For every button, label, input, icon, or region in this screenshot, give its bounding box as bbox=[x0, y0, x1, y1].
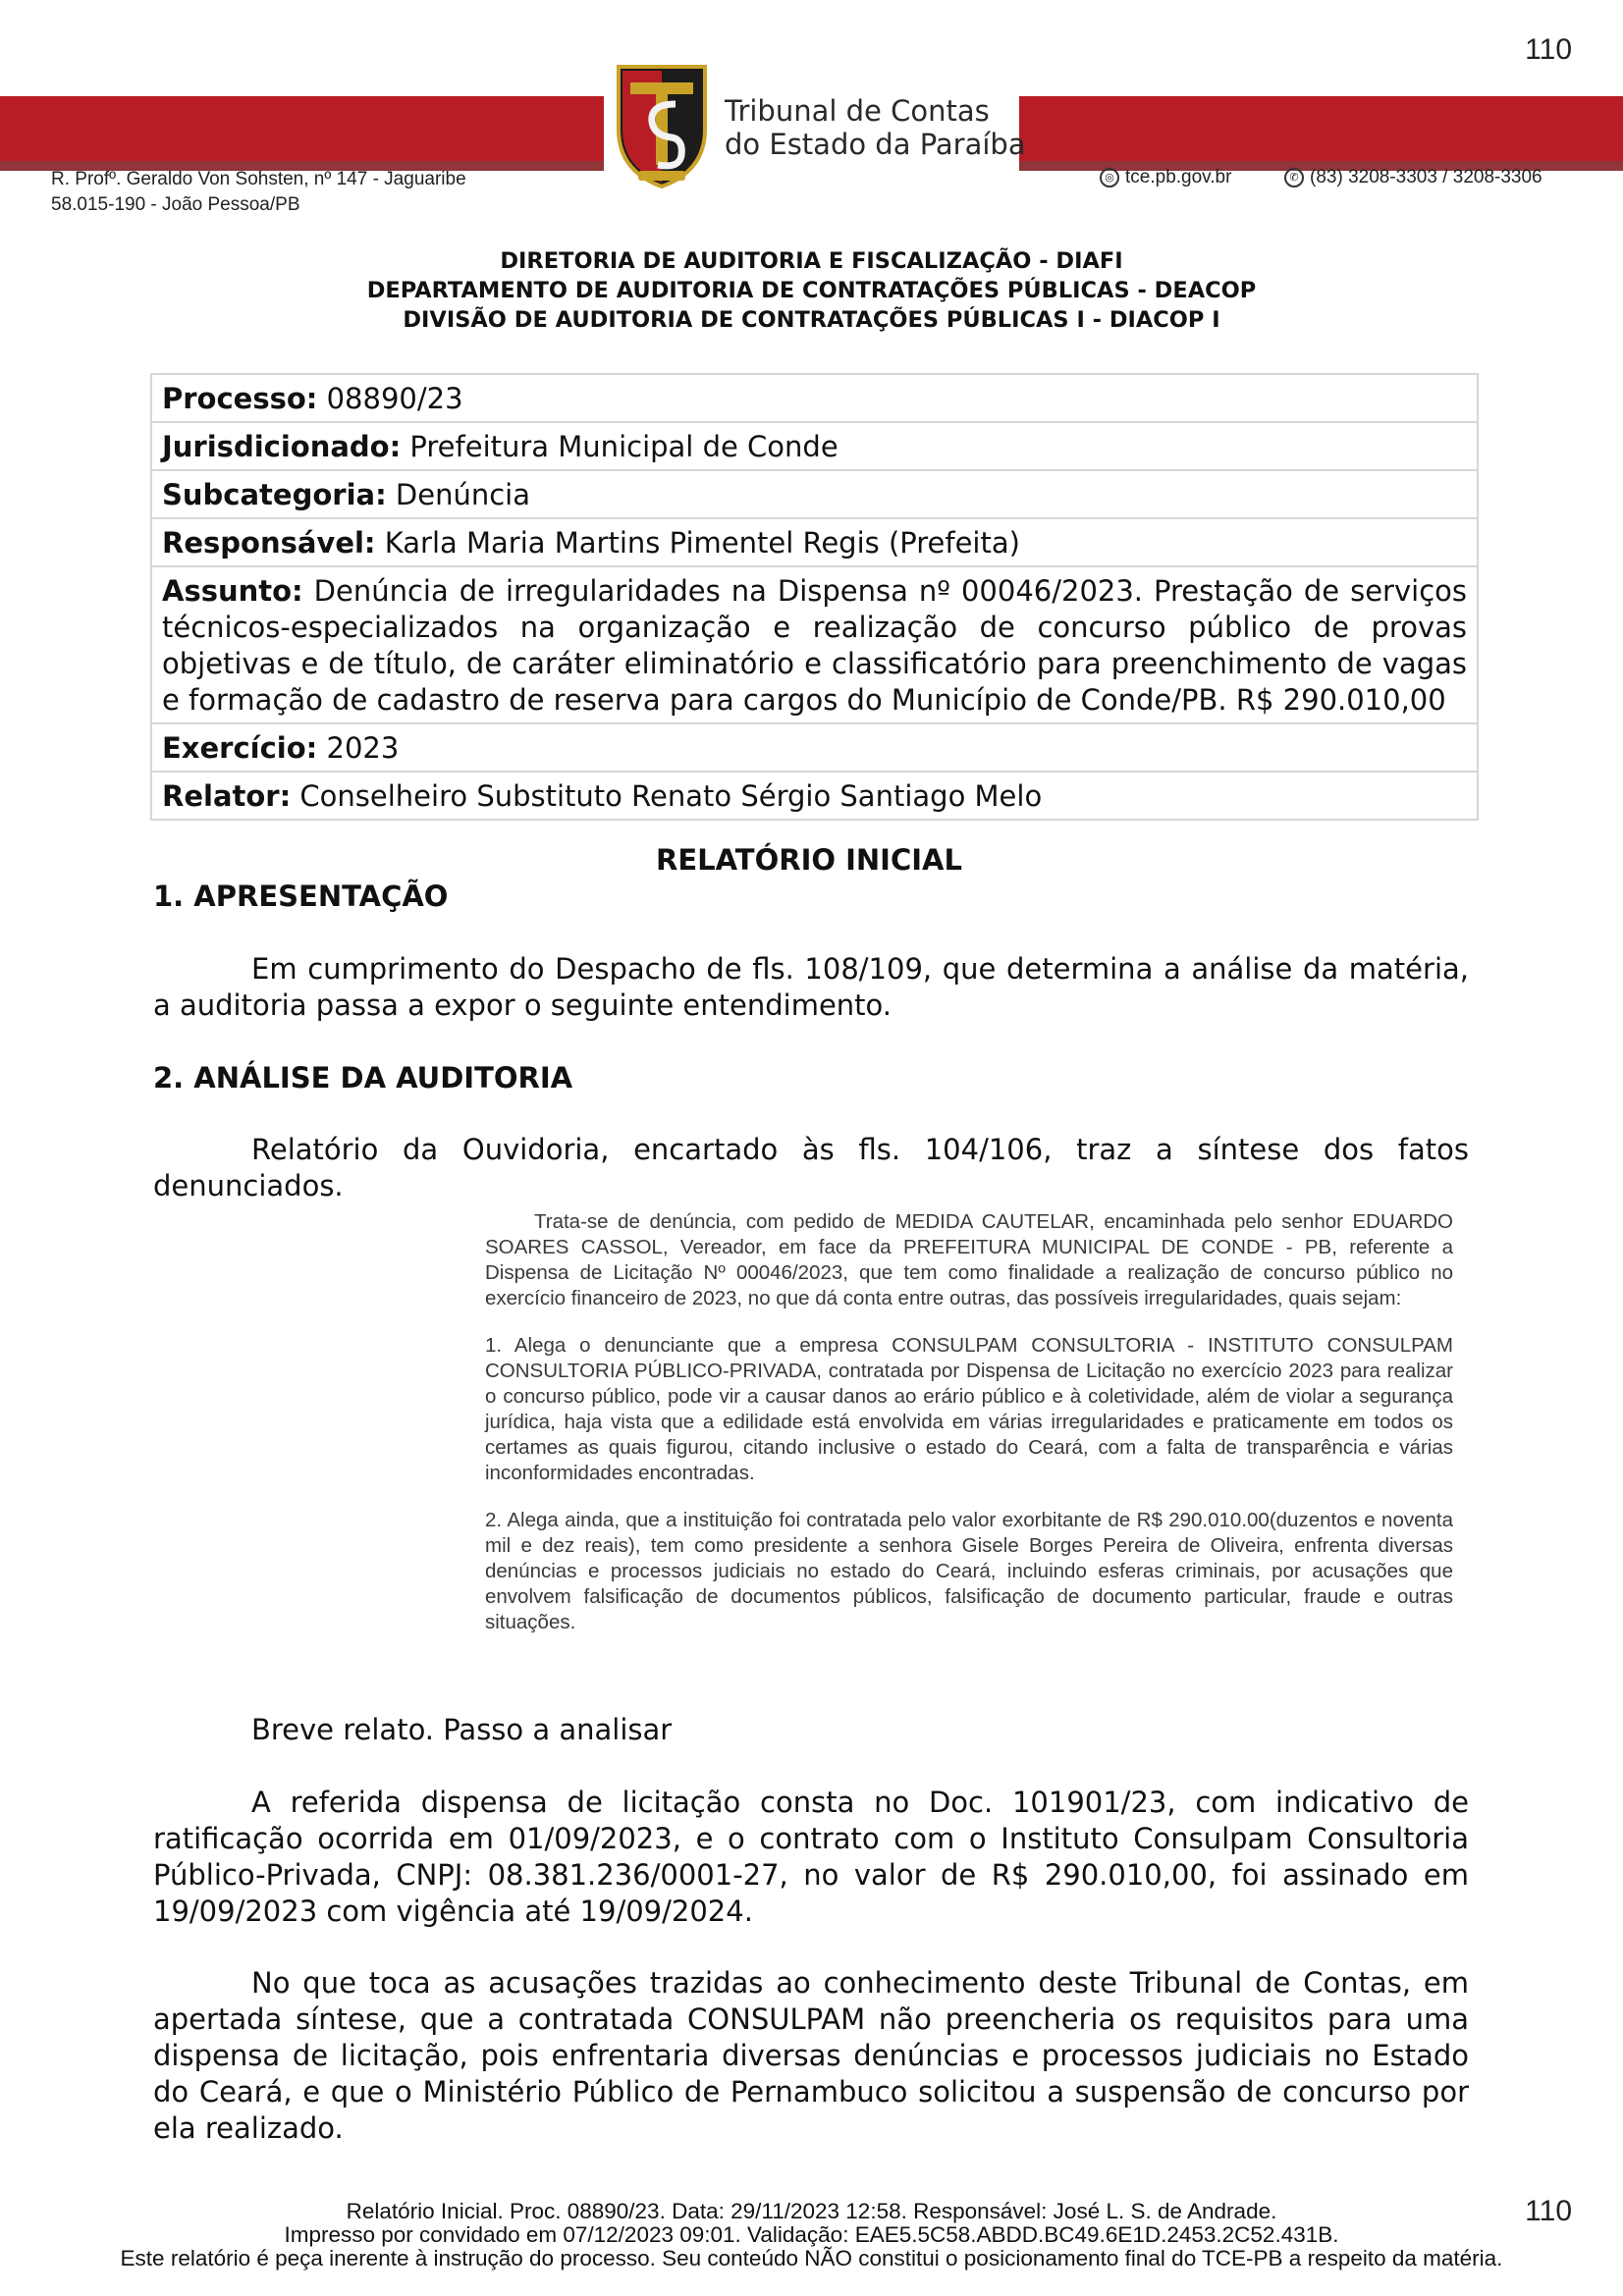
footer-line1: Relatório Inicial. Proc. 08890/23. Data: 29/11/2023 12:58. Responsável: José L. S. de Andrade. bbox=[346, 2199, 1277, 2223]
address-line1: R. Profº. Geraldo Von Sohsten, nº 147 - Jaguaribe bbox=[51, 169, 466, 189]
processo-label: Processo: bbox=[162, 382, 318, 415]
website[interactable] bbox=[1100, 167, 1231, 188]
phone bbox=[1284, 167, 1542, 188]
info-jurisdicionado bbox=[152, 421, 1477, 469]
website-text: tce.pb.gov.br bbox=[1125, 167, 1232, 187]
org-name-line2: do Estado da Paraíba bbox=[725, 128, 1026, 161]
relator-label: Relator: bbox=[162, 779, 292, 813]
section2-title: 2. ANÁLISE DA AUDITORIA bbox=[153, 1061, 573, 1095]
phone-text: (83) 3208-3303 / 3208-3306 bbox=[1310, 167, 1542, 187]
page-number-bottom: 110 bbox=[1525, 2195, 1572, 2227]
address bbox=[51, 167, 466, 218]
dept-line2: DEPARTAMENTO DE AUDITORIA DE CONTRATAÇÕES PÚBLICAS - DEACOP bbox=[366, 278, 1257, 303]
para-acusacoes: No que toca as acusações trazidas ao conhecimento deste Tribunal de Contas, em apertada síntese, que a contratada CONSULPAM não preencheria os requisitos para uma dispensa de licitação, pois enfrentaria diversas denúncias e processos judiciais no Estado do Ceará, e que o Ministério Público de Pernambuco solicitou a suspensão de concurso por ela realizado. bbox=[153, 1966, 1469, 2145]
assunto-value: Denúncia de irregularidades na Dispensa nº 00046/2023. Prestação de serviços técnicos-especializados na organização e realização de concurso público de provas objetivas e de título, de caráter eliminatório e classificatório para preenchimento de vagas e formação de cadastro de reserva para cargos do Município de Conde/PB. R$ 290.010,00 bbox=[162, 574, 1467, 717]
report-title: RELATÓRIO INICIAL bbox=[656, 843, 962, 877]
dept-line1: DIRETORIA DE AUDITORIA E FISCALIZAÇÃO - DIAFI bbox=[500, 248, 1123, 274]
page-number-top: 110 bbox=[1525, 33, 1572, 66]
footer-line3: Este relatório é peça inerente à instrução do processo. Seu conteúdo NÃO constitui o posicionamento final do TCE-PB a respeito da matéria. bbox=[120, 2246, 1503, 2270]
header-band-right bbox=[1019, 96, 1623, 161]
section1-text: Em cumprimento do Despacho de fls. 108/109, que determina a análise da matéria, a auditoria passa a expor o seguinte entendimento. bbox=[153, 952, 1469, 1022]
relator-value: Conselheiro Substituto Renato Sérgio Santiago Melo bbox=[291, 779, 1043, 813]
excerpt-p1: Trata-se de denúncia, com pedido de MEDIDA CAUTELAR, encaminhada pelo senhor EDUARDO SOARES CASSOL, Vereador, em face da PREFEITURA MUNICIPAL DE CONDE - PB, referente a Dispensa de Licitação Nº 00046/2023, que tem como finalidade a realização de concurso público no exercício financeiro de 2023, no que dá conta entre outras, das possíveis irregularidades, quais sejam: bbox=[485, 1210, 1453, 1309]
jurisdicionado-label: Jurisdicionado: bbox=[162, 430, 402, 463]
org-name bbox=[725, 94, 1026, 161]
process-info-table bbox=[150, 373, 1479, 821]
whatsapp-icon: ✆ bbox=[1284, 168, 1304, 187]
dept-line3: DIVISÃO DE AUDITORIA DE CONTRATAÇÕES PÚBLICAS I - DIACOP I bbox=[403, 307, 1220, 333]
subcategoria-label: Subcategoria: bbox=[162, 478, 387, 511]
responsavel-label: Responsável: bbox=[162, 526, 376, 560]
header-band-left bbox=[0, 96, 604, 161]
info-subcategoria bbox=[152, 469, 1477, 517]
exercicio-value: 2023 bbox=[317, 731, 400, 765]
globe-icon: ◎ bbox=[1100, 168, 1119, 187]
jurisdicionado-value: Prefeitura Municipal de Conde bbox=[401, 430, 839, 463]
section1-title: 1. APRESENTAÇÃO bbox=[153, 880, 449, 913]
address-line2: 58.015-190 - João Pessoa/PB bbox=[51, 194, 300, 215]
ouvidoria-excerpt-image bbox=[485, 1209, 1453, 1657]
excerpt-p3: 2. Alega ainda, que a instituição foi contratada pelo valor exorbitante de R$ 290.010.00(duzentos e noventa mil e dez reais), tem como presidente a senhora Gisele Borges Pereira de Oliveira, enfrenta diversas denúncias e processos judiciais no estado do Ceará, incluindo esferas criminais, por acusações que envolvem falsificação de documentos públicos, falsificação de documento particular, fraude e outras situações. bbox=[485, 1509, 1453, 1633]
info-assunto bbox=[152, 565, 1477, 722]
exercicio-label: Exercício: bbox=[162, 731, 318, 765]
responsavel-value: Karla Maria Martins Pimentel Regis (Prefeita) bbox=[375, 526, 1020, 560]
section2-intro: Relatório da Ouvidoria, encartado às fls. 104/106, traz a síntese dos fatos denunciados. bbox=[153, 1133, 1469, 1202]
processo-value: 08890/23 bbox=[317, 382, 463, 415]
info-processo bbox=[152, 375, 1477, 421]
subcategoria-value: Denúncia bbox=[386, 478, 530, 511]
org-name-line1: Tribunal de Contas bbox=[725, 94, 990, 128]
brief-text: Breve relato. Passo a analisar bbox=[251, 1713, 673, 1746]
info-exercicio bbox=[152, 722, 1477, 771]
footer-line2: Impresso por convidado em 07/12/2023 09:01. Validação: EAE5.5C58.ABDD.BC49.6E1D.2453.2C52.431B. bbox=[284, 2222, 1339, 2247]
excerpt-p2: 1. Alega o denunciante que a empresa CONSULPAM CONSULTORIA - INSTITUTO CONSULPAM CONSULTORIA PÚBLICO-PRIVADA, contratada por Dispensa de Licitação no exercício 2023 para realizar o concurso público, pode vir a causar danos ao erário público e à coletividade, além de violar a segurança jurídica, haja vista que a edilidade está envolvida em várias irregularidades e praticamente em todos os certames as quais figurou, citando inclusive o estado do Ceará, com a falta de transparência e várias inconformidades encontradas. bbox=[485, 1334, 1453, 1484]
assunto-label: Assunto: bbox=[162, 574, 303, 608]
info-responsavel bbox=[152, 517, 1477, 565]
info-relator bbox=[152, 771, 1477, 819]
para-dispensa: A referida dispensa de licitação consta no Doc. 101901/23, com indicativo de ratificação ocorrida em 01/09/2023, e o contrato com o Instituto Consulpam Consultoria Público-Privada, CNPJ: 08.381.236/0001-27, no valor de R$ 290.010,00, foi assinado em 19/09/2023 com vigência até 19/09/2024. bbox=[153, 1786, 1469, 1928]
tce-logo bbox=[613, 61, 711, 190]
